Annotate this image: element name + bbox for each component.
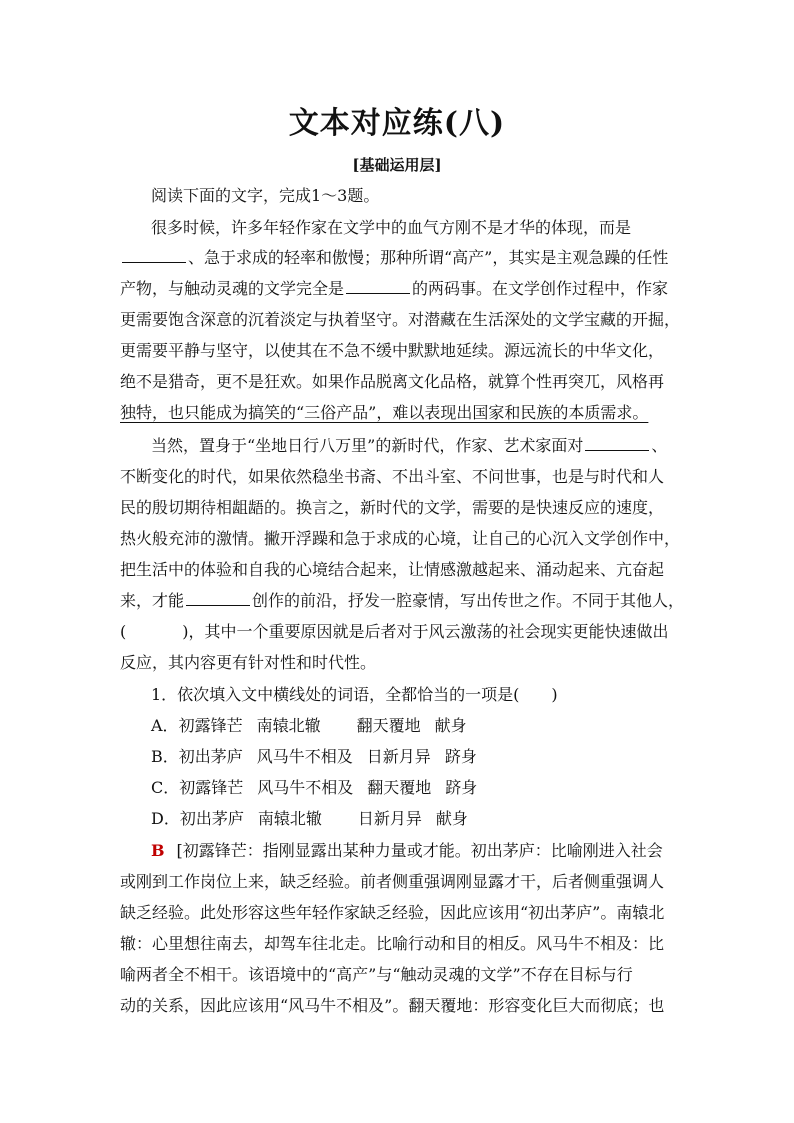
option-d: D．初出茅庐 南辕北辙 日新月异 献身 [151, 809, 468, 828]
passage-line: 更需要饱含深意的沉着淡定与执着坚守。对潜藏在生活深处的文学宝藏的开掘， [120, 310, 681, 329]
passage-line: 反应，其内容更有针对性和时代性。 [120, 653, 377, 672]
answer-line: 动的关系，因此应该用“风马牛不相及”。翻天覆地：形容变化巨大而彻底；也 [120, 996, 665, 1015]
fill-blank [186, 591, 250, 606]
fill-blank [122, 248, 186, 263]
passage-line: ( )，其中一个重要原因就是后者对于风云激荡的社会现实更能快速做出 [120, 622, 669, 641]
answer-line: 或刚到工作岗位上来，缺乏经验。前者侧重强调刚显露才干，后者侧重强调人 [120, 872, 665, 891]
passage-line: 绝不是猎奇，更不是狂欢。如果作品脱离文化品格，就算个性再突兀，风格再 [120, 372, 665, 391]
option-c: C．初露锋芒 风马牛不相及 翻天覆地 跻身 [151, 778, 478, 797]
instruction-text: 阅读下面的文字，完成1～3题。 [151, 186, 380, 205]
passage-line: 当然，置身于“坐地日行八万里”的新时代，作家、艺术家面对 、 [151, 436, 668, 455]
option-a: A．初露锋芒 南辕北辙 翻天覆地 献身 [151, 716, 467, 735]
option-b: B．初出茅庐 风马牛不相及 日新月异 跻身 [151, 747, 477, 766]
answer-letter: B [151, 841, 165, 860]
page-title: 文本对应练(八) [288, 106, 506, 141]
answer-line: 缺乏经验。此处形容这些年轻作家缺乏经验，因此应该用“初出茅庐”。南辕北 [120, 903, 665, 922]
section-subtitle: [基础运用层] [352, 156, 442, 174]
passage-line: 来，才能 创作的前沿，抒发一腔豪情，写出传世之作。不同于其他人， [120, 591, 685, 610]
fill-blank [346, 279, 410, 294]
passage-line: 、急于求成的轻率和傲慢；那种所谓“高产”，其实是主观急躁的任性 [120, 248, 680, 268]
passage-line: 产物，与触动灵魂的文学完全是 的两码事。在文学创作过程中，作家 [120, 279, 669, 298]
answer-line: 辙：心里想往南去，却驾车往北走。比喻行动和目的相反。风马牛不相及：比 [120, 934, 665, 953]
passage-line-underlined: 独特，也只能成为搞笑的“三俗产品”，难以表现出国家和民族的本质需求。 [120, 403, 649, 422]
passage-line: 不断变化的时代，如果依然稳坐书斋、不出斗室、不问世事，也是与时代和人 [120, 467, 665, 486]
passage-line: 把生活中的体验和自我的心境结合起来，让情感激越起来、涌动起来、亢奋起 [120, 560, 665, 579]
passage-line: 热火般充沛的激情。撇开浮躁和急于求成的心境，让自己的心沉入文学创作中， [120, 529, 681, 548]
passage-line: 很多时候，许多年轻作家在文学中的血气方刚不是才华的体现，而是 [151, 218, 632, 237]
fill-blank [585, 436, 649, 451]
passage-line: 民的殷切期待相龃龉的。换言之，新时代的文学，需要的是快速反应的速度， [120, 498, 665, 517]
question-stem: 1．依次填入文中横线处的词语，全都恰当的一项是( ) [151, 685, 558, 704]
answer-line: 喻两者全不相干。该语境中的“高产”与“触动灵魂的文学”不存在目标与行 [120, 965, 633, 984]
passage-line: 更需要平静与坚守，以使其在不急不缓中默默地延续。源远流长的中华文化， [120, 341, 665, 360]
answer-line: B [初露锋芒：指刚显露出某种力量或才能。初出茅庐：比喻刚进入社会 [151, 841, 663, 860]
